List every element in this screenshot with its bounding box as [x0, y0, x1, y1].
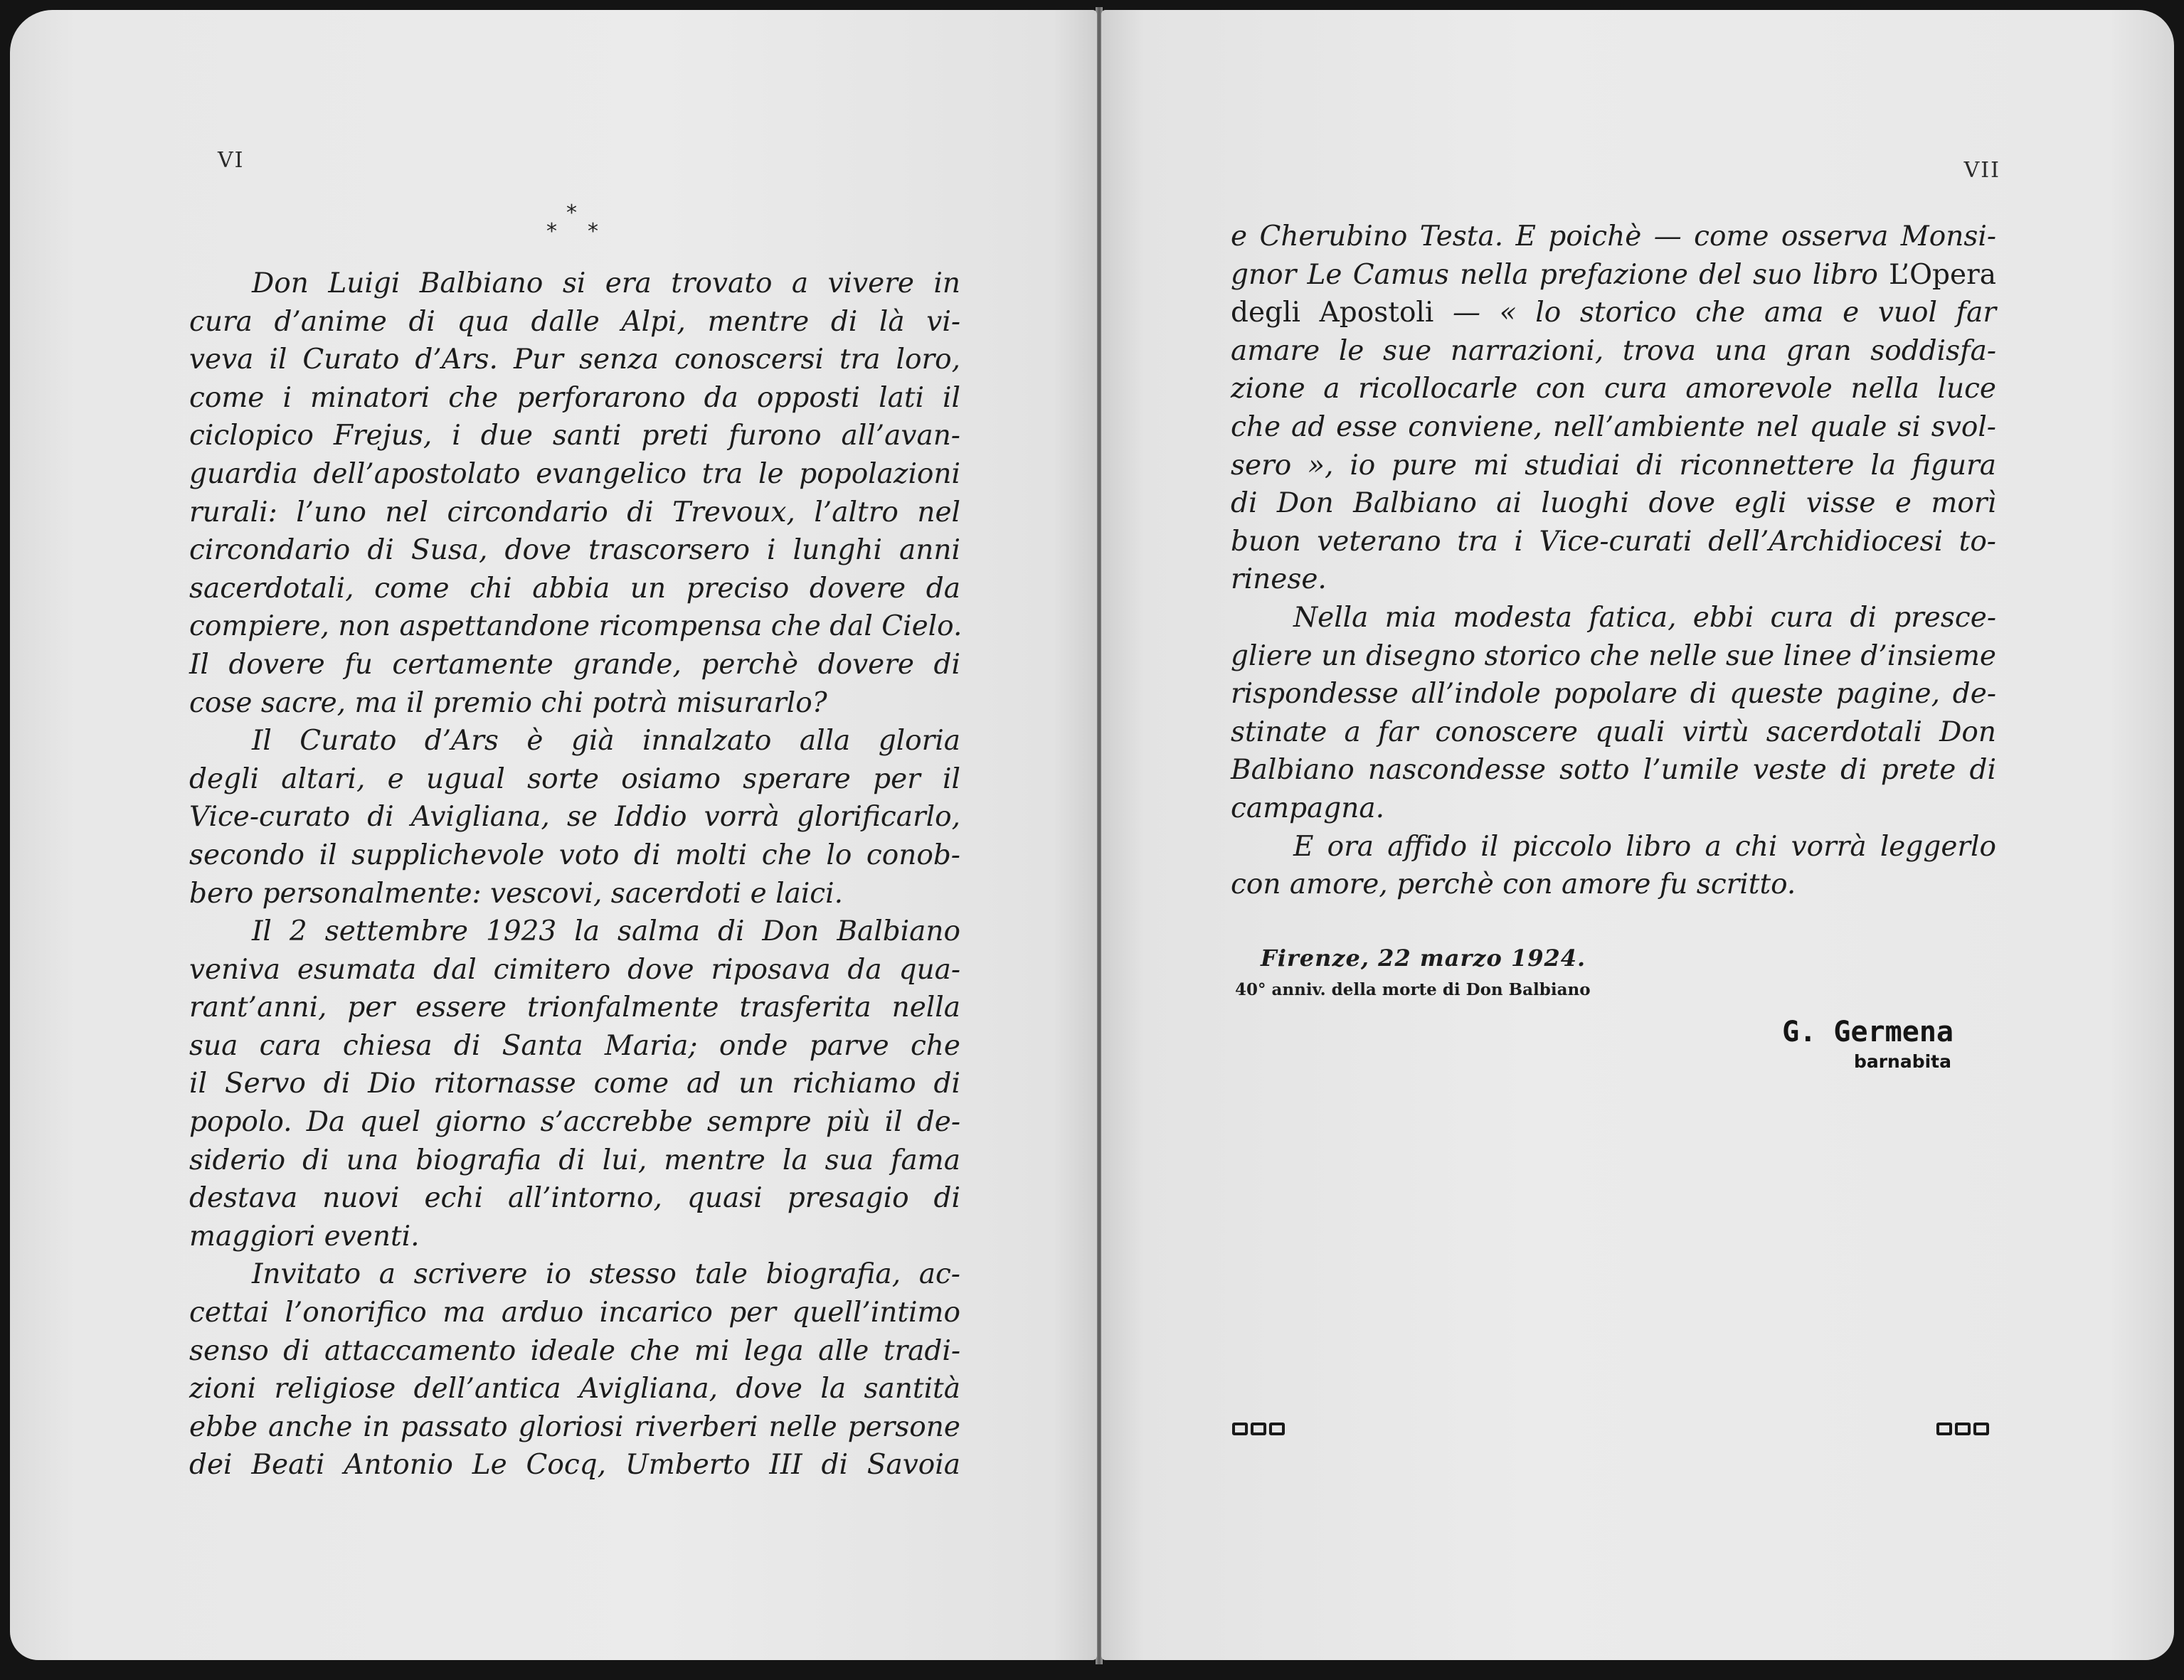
text-line: ebbe anche in passato gloriosi riverberi nelle persone — [189, 1410, 960, 1443]
text-segment: — « lo storico che ama e vuol far — [1433, 297, 1997, 329]
text-line: Vice-curato di Avigliana, se Iddio vorrà glorificarlo, — [189, 801, 960, 834]
text-line: buon veterano tra i Vice-curati dell’Archidiocesi to- — [1231, 525, 1996, 558]
text-line: siderio di una biografia di lui, mentre la sua fama — [189, 1144, 960, 1176]
text-line: stinate a far conoscere quali virtù sacerdotali Don — [1231, 716, 1996, 748]
left-page-text — [189, 265, 963, 1484]
text-line: secondo il supplichevole voto di molti che lo conob- — [189, 839, 960, 871]
text-line: Nella mia modesta fatica, ebbi cura di presce- — [1293, 601, 1996, 634]
text-line: degli altari, e ugual sorte osiamo sperare per il — [189, 762, 960, 795]
text-line: amare le sue narrazioni, trova una gran soddisfa- — [1231, 334, 1996, 367]
text-line: compiere, non aspettandone ricompensa che dal Cielo. — [189, 610, 963, 643]
ornament-box — [1251, 1423, 1266, 1435]
text-line: Il Curato d’Ars è già innalzato alla gloria — [252, 725, 960, 757]
ornament-box — [1955, 1423, 1971, 1435]
ornament-box — [1232, 1423, 1248, 1435]
text-line: senso di attaccamento ideale che mi lega alle tradi- — [189, 1334, 960, 1367]
text-line — [1231, 294, 1996, 332]
text-segment: degli Apostoli — [1231, 297, 1434, 329]
text-line: di Don Balbiano ai luoghi dove egli visse e morì — [1231, 487, 1996, 520]
text-line: veva il Curato d’Ars. Pur senza conoscersi tra loro, — [189, 344, 960, 376]
author-signature: G. Germena — [1782, 1016, 1954, 1048]
ornament-box — [1936, 1423, 1952, 1435]
anniversary-note: 40° anniv. della morte di Don Balbiano — [1235, 980, 1591, 999]
text-line: rant’anni, per essere trionfalmente trasferita nella — [189, 991, 960, 1024]
text-line: zioni religiose dell’antica Avigliana, dove la santità — [189, 1373, 960, 1405]
text-line — [1231, 256, 1996, 294]
right-page-text — [1231, 218, 1996, 904]
asterism-ornament — [538, 201, 616, 250]
text-line: cura d’anime di qua dalle Alpi, mentre di là vi- — [189, 305, 960, 338]
footer-ornament-right — [1936, 1423, 1989, 1435]
text-line: zione a ricollocarle con cura amorevole nella luce — [1231, 373, 1996, 405]
page-number-left: VI — [218, 148, 245, 173]
text-line: Balbiano nascondesse sotto l’umile veste di prete di — [1231, 754, 1996, 787]
text-line: destava nuovi echi all’intorno, quasi presagio di — [189, 1182, 960, 1215]
text-line: campagna. — [1231, 792, 1385, 824]
author-title: barnabita — [1853, 1051, 1951, 1072]
text-line: Don Luigi Balbiano si era trovato a vivere in — [252, 267, 960, 299]
text-line: Il dovere fu certamente grande, perchè dovere di — [189, 648, 960, 681]
text-segment: L’Opera — [1889, 258, 1996, 291]
text-line: guardia dell’apostolato evangelico tra le popolazioni — [189, 457, 960, 490]
text-line: il Servo di Dio ritornasse come ad un richiamo di — [189, 1068, 960, 1100]
text-line: con amore, perchè con amore fu scritto. — [1231, 868, 1796, 901]
text-line: maggiori eventi. — [189, 1220, 420, 1253]
text-line: che ad esse conviene, nell’ambiente nel quale si svol- — [1231, 410, 1996, 443]
text-line: E ora affido il piccolo libro a chi vorrà leggerlo — [1293, 830, 1996, 863]
text-line: sero », io pure mi studiai di riconnettere la figura — [1231, 449, 1996, 482]
ornament-box — [1269, 1423, 1285, 1435]
footer-ornament-left — [1232, 1423, 1285, 1435]
asterism-star: * — [546, 219, 557, 244]
text-line: e Cherubino Testa. E poichè — come osserva Monsi- — [1231, 220, 1996, 252]
text-line: Invitato a scrivere io stesso tale biografia, ac- — [252, 1258, 960, 1291]
text-line: Il 2 settembre 1923 la salma di Don Balbiano — [252, 915, 960, 948]
text-line: gliere un disegno storico che nelle sue linee d’insieme — [1231, 639, 1996, 672]
text-line: sacerdotali, come chi abbia un preciso dovere da — [189, 572, 960, 605]
text-line: come i minatori che perforarono da opposti lati il — [189, 381, 960, 414]
text-line: circondario di Susa, dove trascorsero i lunghi anni — [189, 534, 960, 567]
text-line: rinese. — [1231, 563, 1327, 596]
dateline: Firenze, 22 marzo 1924. — [1261, 945, 1586, 972]
text-line: bero personalmente: vescovi, sacerdoti e laici. — [189, 877, 844, 910]
text-line: dei Beati Antonio Le Cocq, Umberto III di Savoia — [189, 1449, 960, 1482]
text-line: sua cara chiesa di Santa Maria; onde parve che — [189, 1029, 960, 1062]
asterism-star: * — [588, 219, 598, 244]
text-line: popolo. Da quel giorno s’accrebbe sempre più il de- — [189, 1106, 960, 1139]
text-line: cettai l’onorifico ma arduo incarico per quell’intimo — [189, 1297, 960, 1329]
asterism-star: * — [566, 201, 577, 225]
text-line: ciclopico Frejus, i due santi preti furono all’avan- — [189, 420, 960, 452]
text-line: rurali: l’uno nel circondario di Trevoux, l’altro nel — [189, 496, 960, 528]
text-line: cose sacre, ma il premio chi potrà misurarlo? — [189, 686, 827, 719]
text-line: rispondesse all’indole popolare di queste pagine, de- — [1231, 678, 1996, 711]
page-number-right: VII — [1963, 158, 2000, 183]
text-segment: gnor Le Camus nella prefazione del suo libro — [1231, 258, 1889, 291]
text-line: veniva esumata dal cimitero dove riposava da qua- — [189, 953, 960, 986]
ornament-box — [1973, 1423, 1989, 1435]
